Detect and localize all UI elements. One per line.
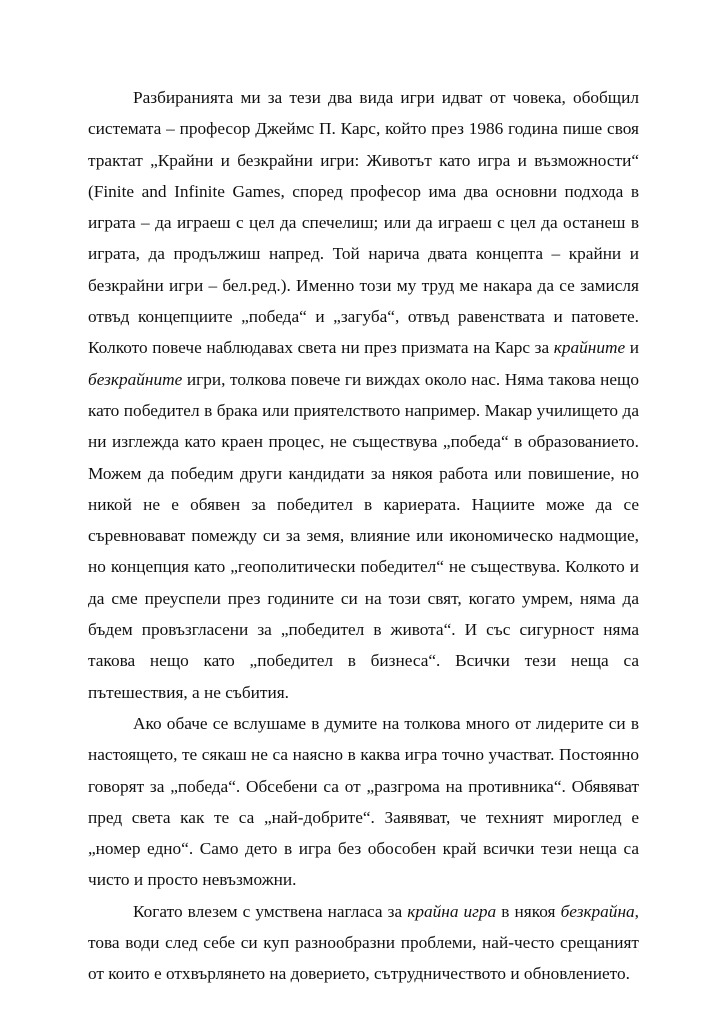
body-text [88,82,639,990]
paragraph-1-text-3: игри, толкова повече ги виждах около нас. Няма такова нещо като победител в брака или приятелството например. Макар училището да ни изглежда като краен процес, не съществува „победа“ в образованието. Можем да победим други кандидати за някоя работа или повишение, но никой не е обявен за победител в кариерата. Нациите може да се съревновават помежду си за земя, влияние или икономическо надмощие, но концепция като „геополитически победител“ не съществува. Колкото и да сме преуспели през годините си на този свят, когато умрем, няма да бъдем провъзгласени за „победител в живота“. И със сигурност няма такова нещо като „победител в бизнеса“. Всички тези неща са пътешествия, а не събития. [88,369,639,702]
paragraph-3-text-1: Когато влезем с умствена нагласа за [133,901,408,921]
paragraph-2-text-1: Ако обаче се вслушаме в думите на толкова много от лидерите си в настоящето, те сякаш не са наясно в каква игра точно участват. Постоянно говорят за „победа“. Обсебени са от „разгрома на противника“. Обявяват пред света как те са „най-добрите“. Заявяват, че техният мироглед е „номер едно“. Само дето в игра без обособен край всички тези неща са чисто и просто невъзможни. [88,713,639,890]
paragraph-2 [88,708,639,896]
paragraph-1-text-2: и [625,338,639,358]
paragraph-1-italic-infinite: безкрайните [88,369,183,389]
paragraph-3-italic-infinite: безкрайна [560,901,635,921]
paragraph-3-italic-finite-game: крайна игра [407,901,497,921]
paragraph-3-text-2: в някоя [496,901,561,921]
paragraph-3-text-3: , това води след себе си куп разнообразни проблеми, най-често срещаният от които е отхвърлянето на доверието, сътрудничеството и обновлението. [88,901,639,984]
paragraph-1-italic-finite: крайните [553,338,626,358]
paragraph-3 [88,896,639,990]
paragraph-1-text-1: Разбиранията ми за тези два вида игри идват от човека, обобщил системата – професор Джеймс П. Карс, който през 1986 година пише своя трактат „Крайни и безкрайни игри: Животът като игра и възможности“ (Finite and Infinite Games, според професор има два основни подхода в играта – да играеш с цел да спечелиш; или да играеш с цел да останеш в играта, да продължиш напред. Той нарича двата концепта – крайни и безкрайни игри – бел.ред.). Именно този му труд ме накара да се замисля отвъд концепциите „победа“ и „загуба“, отвъд равенствата и патовете. Колкото повече наблюдавах света ни през призмата на Карс за [88,88,639,358]
paragraph-1 [88,82,639,708]
